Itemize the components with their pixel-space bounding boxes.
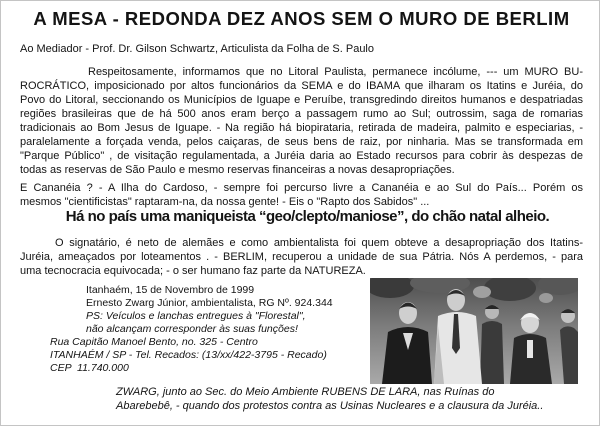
paragraph-1 [20,65,583,177]
paragraph-1-line: Respeitosamente, informamos que no Litoral Paulista, permanece incólume, --- um MURO BU- [88,66,583,78]
addressee-line: Ao Mediador - Prof. Dr. Gilson Schwartz, Articulista da Folha de S. Paulo [20,43,374,55]
paragraph-2-line: E Cananéia ? - A Ilha do Cardoso, - sempre foi percurso livre a Cananéia e ao Sul do País... Porém os [20,182,583,194]
paragraph-1-line: Povo do Litoral, seccionando os Municípios de Iguape e Peruíbe, transgredindo direitos humanos e despatriadas [20,94,583,106]
photo-caption-line: ZWARG, junto ao Sec. do Meio Ambiente RUBENS DE LARA, nas Ruínas do [116,386,495,398]
paragraph-2 [20,181,583,209]
address-cep: CEP 11.740.000 [50,361,129,374]
place-date: Itanhaém, 15 de Novembro de 1999 [86,284,255,296]
paragraph-1-line: todas as reservas de São Paulo e mesmo reservas financeiras a novas desapropriações. [20,164,455,176]
photo-caption-line: Abarebebê, - quando dos protestos contra as Usinas Nucleares e a clausura da Juréia.. [116,400,544,412]
paragraph-1-line: paralelamente a forçada venda, pelos caiçaras, de seus bens de raiz, por ninharia. Mas se transformada em [20,136,583,148]
paragraph-1-line: regiões brasileiras que de há 500 anos eram berço a passagem rumo ao Sul; outrossim, saga de romarias [20,108,583,120]
document-title: A MESA - REDONDA DEZ ANOS SEM O MURO DE BERLIM [33,8,570,29]
highlight-statement: Há no país uma maniqueista “geo/clepto/maniose”, do chão natal alheio. [65,208,550,225]
postscript-line: PS: Veículos e lanchas entregues à "Florestal", [86,310,306,322]
paragraph-3-line: uma tecnocracia equivocada; - o ser humano faz parte da NATUREZA. [20,265,366,277]
address-city-phone: ITANHAÉM / SP - Tel. Recados: (13/xx/422-3795 - Recado) [50,348,327,361]
signature-block [86,284,333,336]
signer-name: Ernesto Zwarg Júnior, ambientalista, RG Nº. 924.344 [86,297,333,309]
postscript-line: não alcançam corresponder às suas funções! [86,323,298,335]
photo [370,278,578,384]
paragraph-3 [20,236,583,278]
paragraph-1-line: tradicionais ao Bom Jesus de Iguape. - Na região há biopirataria, retirada de madeira, palmito e especiarias, - [20,122,583,134]
paragraph-2-line: mesmos "cientificistas" raptaram-na, da nossa gente! - Eis o "Rapto dos Sabidos" ... [20,196,430,208]
paragraph-1-line: "Parque Público" , de visitação regulamentada, a Juréia daria ao Estado recursos para cobrir às despezas de [20,150,583,162]
paragraph-3-line: O signatário, é neto de alemães e como ambientalista foi quem obteve a desapropriação dos Itatins- [55,237,583,249]
photo-image [370,278,578,384]
address-block [50,336,327,374]
address-street: Rua Capitão Manoel Bento, no. 325 - Centro [50,336,258,348]
paragraph-3-line: Juréia, ameaçados por loteamentos . - BERLIM, recuperou a unidade de sua Pátria. Nós A perdemos, - para [20,251,583,263]
photo-caption [116,385,543,413]
paragraph-1-line: ROCRÁTICO, imposicionado por altos funcionários da SEMA e do IBAMA que ilharam os Itatins e Juréia, do [20,80,583,92]
